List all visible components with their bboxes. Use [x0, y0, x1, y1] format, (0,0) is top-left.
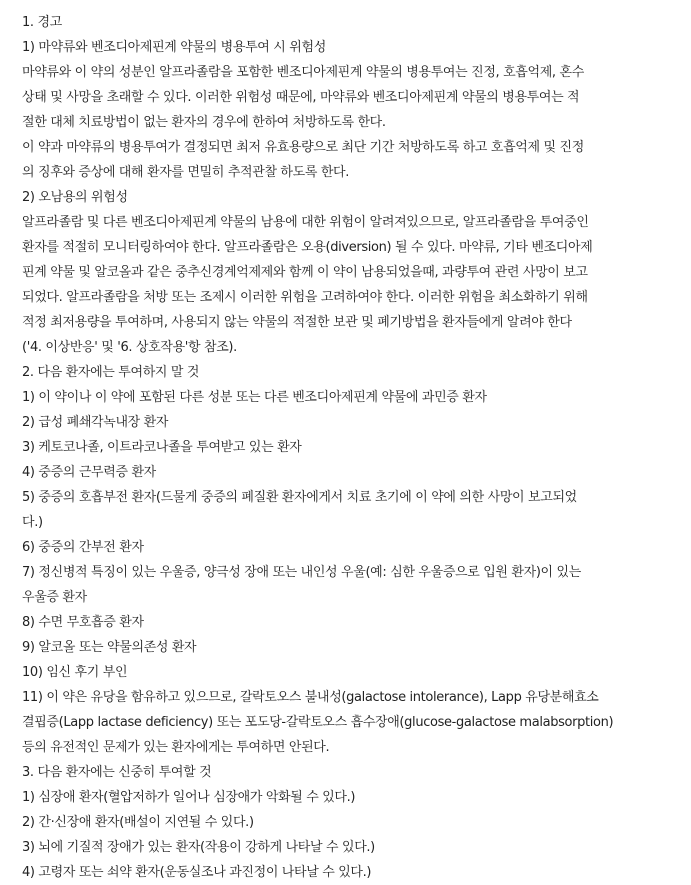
paragraph-line: 되었다. 알프라졸람을 처방 또는 조제시 이러한 위험을 고려하여야 한다. 이러한 위험을 최소화하기 위해	[22, 290, 588, 305]
list-item: 1) 이 약이나 이 약에 포함된 다른 성분 또는 다른 벤조디아제핀계 약물에 과민증 환자	[22, 390, 487, 405]
section-heading-warnings: 1. 경고	[22, 15, 62, 30]
subheading-concomitant-opioid-risk: 1) 마약류와 벤조디아제핀계 약물의 병용투여 시 위험성	[22, 40, 326, 55]
list-item: 8) 수면 무호흡증 환자	[22, 615, 144, 630]
section-heading-contraindications: 2. 다음 환자에는 투여하지 말 것	[22, 365, 200, 380]
list-item-continuation: 우울증 환자	[22, 590, 87, 605]
paragraph-line: ('4. 이상반응' 및 '6. 상호작용'항 참조).	[22, 340, 237, 355]
list-item: 4) 중증의 근무력증 환자	[22, 465, 156, 480]
list-item: 5) 중증의 호흡부전 환자(드물게 중증의 폐질환 환자에게서 치료 초기에 이 약에 의한 사망이 보고되었	[22, 490, 577, 505]
list-item: 2) 급성 폐쇄각녹내장 환자	[22, 415, 169, 430]
paragraph-line: 알프라졸람 및 다른 벤조디아제핀계 약물의 남용에 대한 위험이 알려져있으므로, 알프라졸람을 투여중인	[22, 215, 589, 230]
list-item-continuation: 다.)	[22, 515, 43, 530]
list-item: 10) 임신 후기 부인	[22, 665, 128, 680]
list-item: 2) 간·신장애 환자(배설이 지연될 수 있다.)	[22, 815, 254, 830]
list-item-continuation: 등의 유전적인 문제가 있는 환자에게는 투여하면 안된다.	[22, 740, 330, 755]
paragraph-line: 환자를 적절히 모니터링하여야 한다. 알프라졸람은 오용(diversion) 될 수 있다. 마약류, 기타 벤조디아제	[22, 240, 593, 255]
paragraph-line: 상태 및 사망을 초래할 수 있다. 이러한 위험성 때문에, 마약류와 벤조디아제핀계 약물의 병용투여는 적	[22, 90, 580, 105]
subheading-abuse-risk: 2) 오남용의 위험성	[22, 190, 128, 205]
list-item: 11) 이 약은 유당을 함유하고 있으므로, 갈락토오스 불내성(galactose intolerance), Lapp 유당분해효소	[22, 690, 599, 705]
paragraph-line: 이 약과 마약류의 병용투여가 결정되면 최저 유효용량으로 최단 기간 처방하도록 하고 호흡억제 및 진정	[22, 140, 584, 155]
list-item: 4) 고령자 또는 쇠약 환자(운동실조나 과진정이 나타날 수 있다.)	[22, 865, 372, 880]
paragraph-line: 핀계 약물 및 알코올과 같은 중추신경계억제제와 함께 이 약이 남용되었을때, 과량투여 관련 사망이 보고	[22, 265, 588, 280]
list-item: 3) 뇌에 기질적 장애가 있는 환자(작용이 강하게 나타날 수 있다.)	[22, 840, 375, 855]
list-item: 6) 중증의 간부전 환자	[22, 540, 144, 555]
list-item-continuation: 결핍증(Lapp lactase deficiency) 또는 포도당-갈락토오스 흡수장애(glucose-galactose malabsorption)	[22, 715, 614, 730]
list-item: 1) 심장애 환자(혈압저하가 일어나 심장애가 악화될 수 있다.)	[22, 790, 356, 805]
paragraph-line: 의 징후와 증상에 대해 환자를 면밀히 추적관찰 하도록 한다.	[22, 165, 350, 180]
list-item: 7) 정신병적 특징이 있는 우울증, 양극성 장애 또는 내인성 우울(예: 심한 우울증으로 입원 환자)이 있는	[22, 565, 581, 580]
list-item: 3) 케토코나졸, 이트라코나졸을 투여받고 있는 환자	[22, 440, 302, 455]
section-heading-precautions: 3. 다음 환자에는 신중히 투여할 것	[22, 765, 212, 780]
paragraph-line: 절한 대체 치료방법이 없는 환자의 경우에 한하여 처방하도록 한다.	[22, 115, 386, 130]
paragraph-line: 마약류와 이 약의 성분인 알프라졸람을 포함한 벤조디아제핀계 약물의 병용투여는 진정, 호흡억제, 혼수	[22, 65, 584, 80]
list-item: 9) 알코올 또는 약물의존성 환자	[22, 640, 197, 655]
paragraph-line: 적정 최저용량을 투여하며, 사용되지 않는 약물의 적절한 보관 및 폐기방법을 환자들에게 알려야 한다	[22, 315, 572, 330]
